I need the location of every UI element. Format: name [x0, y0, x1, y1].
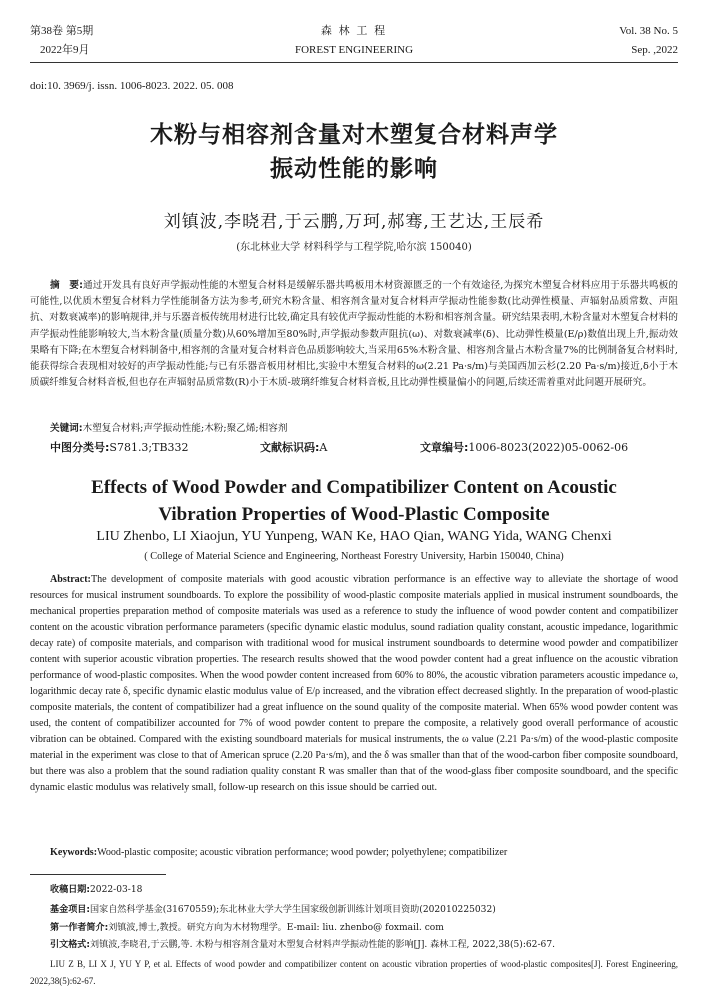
english-keywords-text: Wood-plastic composite; acoustic vibration performance; wood powder; polyethylene; compatibilizer: [97, 847, 508, 858]
document-code: 文献标识码:A: [260, 441, 328, 454]
chinese-affiliation: (东北林业大学 材料科学与工程学院,哈尔滨 150040): [236, 242, 472, 253]
english-authors: LIU Zhenbo, LI Xiaojun, YU Yunpeng, WAN Ke, HAO Qian, WANG Yida, WANG Chenxi: [96, 529, 612, 544]
chinese-authors: 刘镇波,李晓君,于云鹏,万珂,郝骞,王艺达,王辰希: [163, 212, 545, 232]
english-abstract-text: The development of composite materials with good acoustic vibration performance is an effective way to alleviate the shortage of wood resources for musical instrument soundboards. To explore the possibility of wood-plastic composite materials applied in musical instrument soundboards, the mechanical properties preparation method of composite materials was used as a reference to study the influence of wood powder content and compatibilizer content on the acoustic vibration performance parameters (specific dynamic elastic modulus, sound radiation quality constant, acoustic impedance, logarithmic decay rate) of composite materials, and comparison with traditional wood for musical instrument soundboards to determine wood powder and compatibilizer content with superior acoustic vibration properties. The research results showed that the wood powder content had a great influence on the acoustic vibration performance of wood-plastic composites. When the wood powder content increased from 60% to 80%, the acoustic vibration parameters acoustic impedance ω, logarithmic decay rate δ, specific dynamic elastic modulus value of E/ρ increased, and the vibration effect decreased slightly. In the preparation of wood-plastic composite materials, the content of compatibilizer had a great influence on the sound quality of the composite material. When 65% wood powder content was used, the content of compatibilizer accounted for 7% of wood powder content to prepare the composite, a relatively good overall performance of acoustic vibration can be obtained. Compared with the existing soundboard materials for musical instruments, the ω value (2.21 Pa·s/m) of the wood-plastic composite material in the experiment was close to that of American spruce (2.20 Pa·s/m), and the δ was smaller than that of the wood-carbon fiber composite soundboard, but there was also a problem that the sound radiation quality constant R was smaller than that of the wood-glass fiber composite soundboard, and the specific dynamic elastic modulus was relatively small, follow-up research on this issue should be carried out.: [30, 574, 678, 793]
footnote-received: 收稿日期:2022-03-18: [50, 885, 143, 895]
date-en: Sep. ,2022: [631, 44, 678, 56]
chinese-abstract-text: 通过开发具有良好声学振动性能的木塑复合材料是缓解乐器共鸣板用木材资源匮乏的一个有效途径,为探究木塑复合材料应用于乐器共鸣板的可能性,以优质木塑复合材料力学性能制备方法为参考,研究木粉含量、相容剂含量对复合材料声学振动性能参数(比动弹性模量、声辐射品质常数、声阻抗、对数衰减率)的影响规律,并与乐器音板传统用材进行比较,确定具有较优声学振动性能的木粉和相容剂含量。研究结果表明,木粉含量对木塑复合材料的声学振动性能影响较大,当木粉含量(质量分数)从60%增加至80%时,声学振动参数声阻抗(ω)、对数衰减率(δ)、比动弹性模量(E/ρ)数值出现上升,振动效果略有下降;在木塑复合材料制备中,相容剂的含量对复合材料音色品质影响较大,当采用65%木粉含量、相容剂含量占木粉含量7%的比例制备复合材料时,能获得综合表现相对较好的声学振动性能;与已有乐器音板用材相比,实验中木塑复合材料的ω(2.21 Pa·s/m)与美国西加云杉(2.20 Pa·s/m)接近,δ小于木质碳纤维复合材料音板,但也存在声辐射品质常数(R)小于木质-玻璃纤维复合材料音板,且比动弹性模量偏小的问题,后续还需着重对此问题开展研究。: [30, 280, 678, 389]
journal-name-cn: 森 林 工 程: [320, 25, 388, 37]
footnote-fund: 基金项目:国家自然科学基金(31670559);东北林业大学大学生国家级创新训练计划项目资助(202010225032): [50, 905, 496, 915]
header-divider: [30, 62, 678, 63]
chinese-abstract: [30, 278, 678, 391]
doi: doi:10. 3969/j. issn. 1006-8023. 2022. 05. 008: [30, 80, 234, 92]
article-number: 文章编号:1006-8023(2022)05-0062-06: [420, 441, 629, 454]
header-right: [619, 22, 678, 60]
chinese-keywords-text: 木塑复合材料;声学振动性能;木粉;聚乙烯;相容剂: [82, 423, 288, 434]
chinese-title-line-1: 木粉与相容剂含量对木塑复合材料声学: [150, 122, 558, 148]
journal-name-en: FOREST ENGINEERING: [294, 44, 414, 56]
english-keywords: [50, 845, 678, 861]
footnote-divider: [30, 874, 166, 875]
english-abstract-label: Abstract:: [50, 574, 91, 585]
running-header: [30, 22, 678, 62]
english-abstract: [30, 572, 678, 796]
chinese-keywords: [50, 421, 678, 437]
footnote-citation-cn: 引文格式:刘镇波,李晓君,于云鹏,等. 木粉与相容剂含量对木塑复合材料声学振动性能的影响[J]. 森林工程, 2022,38(5):62-67.: [50, 940, 555, 950]
volume-en: Vol. 38 No. 5: [619, 25, 678, 37]
chinese-abstract-label: 摘 要:: [50, 280, 83, 291]
english-title-line-1: Effects of Wood Powder and Compatibilizer Content on Acoustic: [91, 477, 617, 498]
chinese-title-line-2: 振动性能的影响: [270, 156, 438, 182]
english-title: [0, 474, 708, 528]
header-center: [30, 22, 678, 60]
chinese-keywords-label: 关键词:: [50, 423, 83, 434]
english-keywords-label: Keywords:: [50, 847, 98, 858]
date-cn: 2022年9月: [40, 44, 90, 56]
volume-cn: 第38卷 第5期: [30, 25, 94, 37]
english-title-line-2: Vibration Properties of Wood-Plastic Composite: [158, 504, 550, 525]
english-affiliation: ( College of Material Science and Engineering, Northeast Forestry University, Harbin 150040, China): [144, 551, 564, 562]
clc-number: 中图分类号:S781.3;TB332: [50, 441, 189, 454]
footnote-first-author: 第一作者简介:刘镇波,博士,教授。研究方向为木材物理学。E-mail: liu. zhenbo@ foxmail. com: [50, 923, 444, 933]
footnote-citation-en: LIU Z B, LI X J, YU Y P, et al. Effects of wood powder and compatibilizer content on acoustic vibration properties of wood-plastic composites[J]. Forest Engineering, 2022,38(5):62-67.: [30, 959, 678, 986]
chinese-title: [0, 118, 708, 186]
